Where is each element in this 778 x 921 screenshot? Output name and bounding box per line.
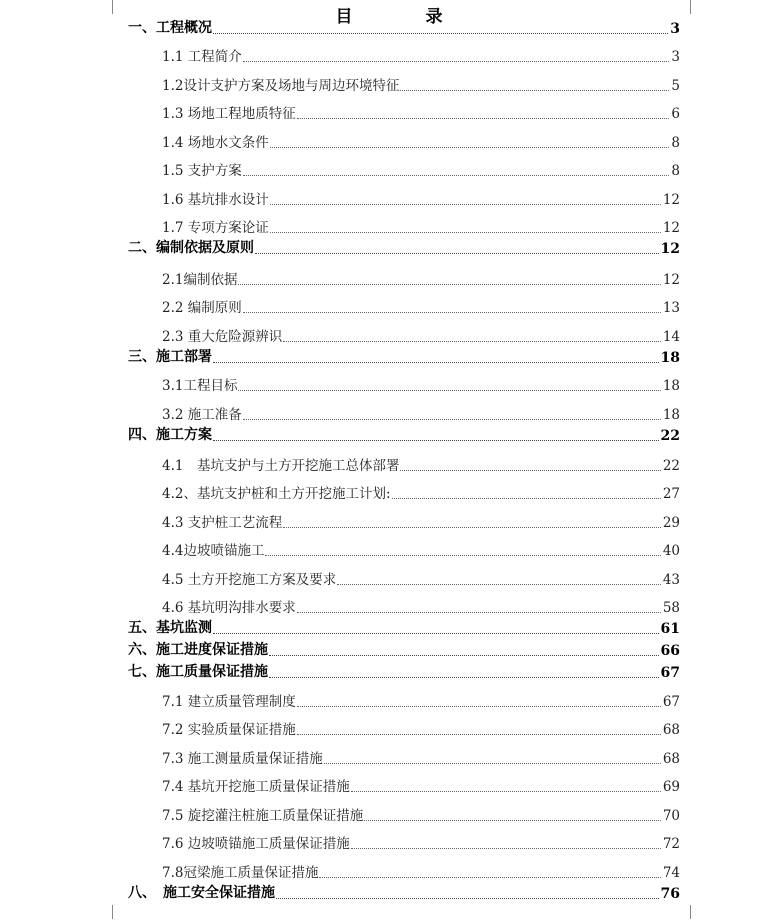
dot-leader — [238, 284, 660, 285]
toc-page-number: 3 — [671, 49, 680, 65]
dot-leader — [319, 877, 660, 878]
toc-entry-label: 7.6 边坡喷锚施工质量保证措施 — [162, 836, 350, 852]
toc-section-entry[interactable] — [162, 598, 680, 616]
dot-leader — [283, 341, 661, 342]
toc-section-entry[interactable] — [162, 541, 680, 559]
toc-page-number: 22 — [660, 428, 680, 444]
dot-leader — [238, 390, 660, 391]
toc-section-entry[interactable] — [162, 270, 680, 288]
dot-leader — [276, 898, 659, 899]
toc-page-number: 8 — [671, 163, 680, 179]
toc-page-number: 12 — [662, 272, 680, 288]
dot-leader — [297, 612, 661, 613]
toc-entry-label: 7.2 实验质量保证措施 — [162, 722, 296, 738]
dot-leader — [243, 312, 661, 313]
toc-entry-label: 7.4 基坑开挖施工质量保证措施 — [162, 779, 350, 795]
toc-entry-label: 五、基坑监测 — [128, 620, 212, 636]
toc-entry-label: 7.8冠梁施工质量保证措施 — [162, 865, 319, 881]
dot-leader — [243, 175, 670, 176]
toc-section-entry[interactable] — [162, 570, 680, 588]
toc-title: 目 录 — [335, 7, 471, 27]
toc-entry-label: 四、施工方案 — [128, 427, 212, 443]
dot-leader — [270, 147, 670, 148]
dot-leader — [269, 655, 659, 656]
toc-chapter-entry[interactable] — [128, 426, 680, 444]
dot-leader — [265, 555, 660, 556]
toc-entry-label: 六、施工进度保证措施 — [128, 642, 268, 658]
toc-entry-label: 4.2、基坑支护桩和土方开挖施工计划: — [162, 486, 391, 502]
toc-entry-label: 八、 施工安全保证措施 — [128, 885, 275, 901]
toc-chapter-entry[interactable] — [128, 884, 680, 902]
toc-page-number: 72 — [662, 836, 680, 852]
toc-page-number: 76 — [660, 886, 680, 902]
dot-leader — [297, 706, 661, 707]
toc-page-number: 43 — [662, 572, 680, 588]
toc-section-entry[interactable] — [162, 692, 680, 710]
toc-page-number: 67 — [662, 694, 680, 710]
toc-entry-label: 7.3 施工测量质量保证措施 — [162, 751, 323, 767]
dot-leader — [270, 204, 661, 205]
toc-section-entry[interactable] — [162, 484, 680, 502]
dot-leader — [324, 763, 661, 764]
toc-entry-label: 3.2 施工准备 — [162, 407, 242, 423]
dot-leader — [297, 734, 661, 735]
toc-page-number: 27 — [662, 486, 680, 502]
toc-entry-label: 一、工程概况 — [128, 20, 212, 36]
toc-entry-label: 7.1 建立质量管理制度 — [162, 694, 296, 710]
toc-entry-label: 2.2 编制原则 — [162, 300, 242, 316]
toc-entry-label: 2.1编制依据 — [162, 272, 238, 288]
toc-page-number: 22 — [662, 458, 680, 474]
toc-entry-label: 1.1 工程简介 — [162, 49, 242, 65]
toc-chapter-entry[interactable] — [128, 641, 680, 659]
toc-section-entry[interactable] — [162, 456, 680, 474]
toc-chapter-entry[interactable] — [128, 348, 680, 366]
toc-page-number: 68 — [662, 722, 680, 738]
dot-leader — [270, 232, 661, 233]
toc-page-number: 70 — [662, 808, 680, 824]
dot-leader — [243, 61, 670, 62]
toc-entry-label: 4.6 基坑明沟排水要求 — [162, 600, 296, 616]
toc-entry-label: 1.6 基坑排水设计 — [162, 192, 269, 208]
toc-entry-label: 1.3 场地工程地质特征 — [162, 106, 296, 122]
toc-page-number: 12 — [662, 220, 680, 236]
toc-page-number: 40 — [662, 543, 680, 559]
dot-leader — [269, 677, 659, 678]
dot-leader — [213, 362, 659, 363]
toc-section-entry[interactable] — [162, 76, 680, 94]
toc-entry-label: 4.1 基坑支护与土方开挖施工总体部署 — [162, 458, 400, 474]
toc-chapter-entry[interactable] — [128, 663, 680, 681]
toc-page-number: 18 — [662, 407, 680, 423]
toc-entry-label: 7.5 旋挖灌注桩施工质量保证措施 — [162, 808, 364, 824]
toc-section-entry[interactable] — [162, 720, 680, 738]
toc-page-number: 67 — [660, 665, 680, 681]
toc-page-number: 8 — [671, 135, 680, 151]
toc-entry-label: 3.1工程目标 — [162, 378, 238, 394]
dot-leader — [392, 498, 661, 499]
toc-page-number: 18 — [660, 350, 680, 366]
dot-leader — [400, 470, 660, 471]
toc-page-number: 3 — [670, 21, 680, 37]
toc-page-number: 12 — [662, 192, 680, 208]
dot-leader — [213, 33, 668, 34]
toc-section-entry[interactable] — [162, 777, 680, 795]
dot-leader — [400, 90, 669, 91]
toc-entry-label: 4.3 支护桩工艺流程 — [162, 515, 283, 531]
dot-leader — [297, 118, 670, 119]
toc-chapter-entry[interactable] — [128, 19, 680, 37]
dot-leader — [337, 584, 661, 585]
toc-section-entry[interactable] — [162, 190, 680, 208]
toc-page-number: 5 — [671, 78, 680, 94]
toc-entry-label: 1.7 专项方案论证 — [162, 220, 269, 236]
toc-section-entry[interactable] — [162, 513, 680, 531]
toc-entry-label: 二、编制依据及原则 — [128, 240, 254, 256]
toc-chapter-entry[interactable] — [128, 239, 680, 257]
toc-page-number: 12 — [660, 241, 680, 257]
toc-section-entry[interactable] — [162, 218, 680, 236]
toc-entry-label: 2.3 重大危险源辨识 — [162, 329, 283, 345]
toc-page-number: 66 — [660, 643, 680, 659]
toc-section-entry[interactable] — [162, 863, 680, 881]
dot-leader — [283, 527, 661, 528]
toc-section-entry[interactable] — [162, 806, 680, 824]
dot-leader — [351, 848, 661, 849]
toc-section-entry[interactable] — [162, 47, 680, 65]
dot-leader — [255, 253, 659, 254]
toc-section-entry[interactable] — [162, 161, 680, 179]
toc-page-number: 69 — [662, 779, 680, 795]
toc-section-entry[interactable] — [162, 133, 680, 151]
dot-leader — [243, 419, 661, 420]
dot-leader — [364, 820, 661, 821]
toc-section-entry[interactable] — [162, 327, 680, 345]
toc-page-number: 13 — [662, 300, 680, 316]
dot-leader — [351, 791, 661, 792]
toc-entry-label: 1.4 场地水文条件 — [162, 135, 269, 151]
toc-chapter-entry[interactable] — [128, 619, 680, 637]
toc-section-entry[interactable] — [162, 834, 680, 852]
toc-section-entry[interactable] — [162, 405, 680, 423]
toc-page-number: 29 — [662, 515, 680, 531]
toc-page-number: 68 — [662, 751, 680, 767]
toc-entry-label: 1.5 支护方案 — [162, 163, 242, 179]
toc-page-number: 14 — [662, 329, 680, 345]
toc-section-entry[interactable] — [162, 749, 680, 767]
toc-entry-label: 1.2设计支护方案及场地与周边环境特征 — [162, 78, 400, 94]
toc-entry-label: 4.4边坡喷锚施工 — [162, 543, 265, 559]
toc-entry-label: 三、施工部署 — [128, 349, 212, 365]
toc-entry-label: 七、施工质量保证措施 — [128, 664, 268, 680]
toc-section-entry[interactable] — [162, 104, 680, 122]
toc-page-number: 6 — [671, 106, 680, 122]
toc-page-number: 58 — [662, 600, 680, 616]
toc-entry-label: 4.5 土方开挖施工方案及要求 — [162, 572, 337, 588]
toc-page-number: 18 — [662, 378, 680, 394]
toc-section-entry[interactable] — [162, 376, 680, 394]
dot-leader — [213, 440, 659, 441]
dot-leader — [213, 633, 659, 634]
toc-page-number: 61 — [660, 621, 680, 637]
toc-section-entry[interactable] — [162, 298, 680, 316]
toc-page-number: 74 — [662, 865, 680, 881]
